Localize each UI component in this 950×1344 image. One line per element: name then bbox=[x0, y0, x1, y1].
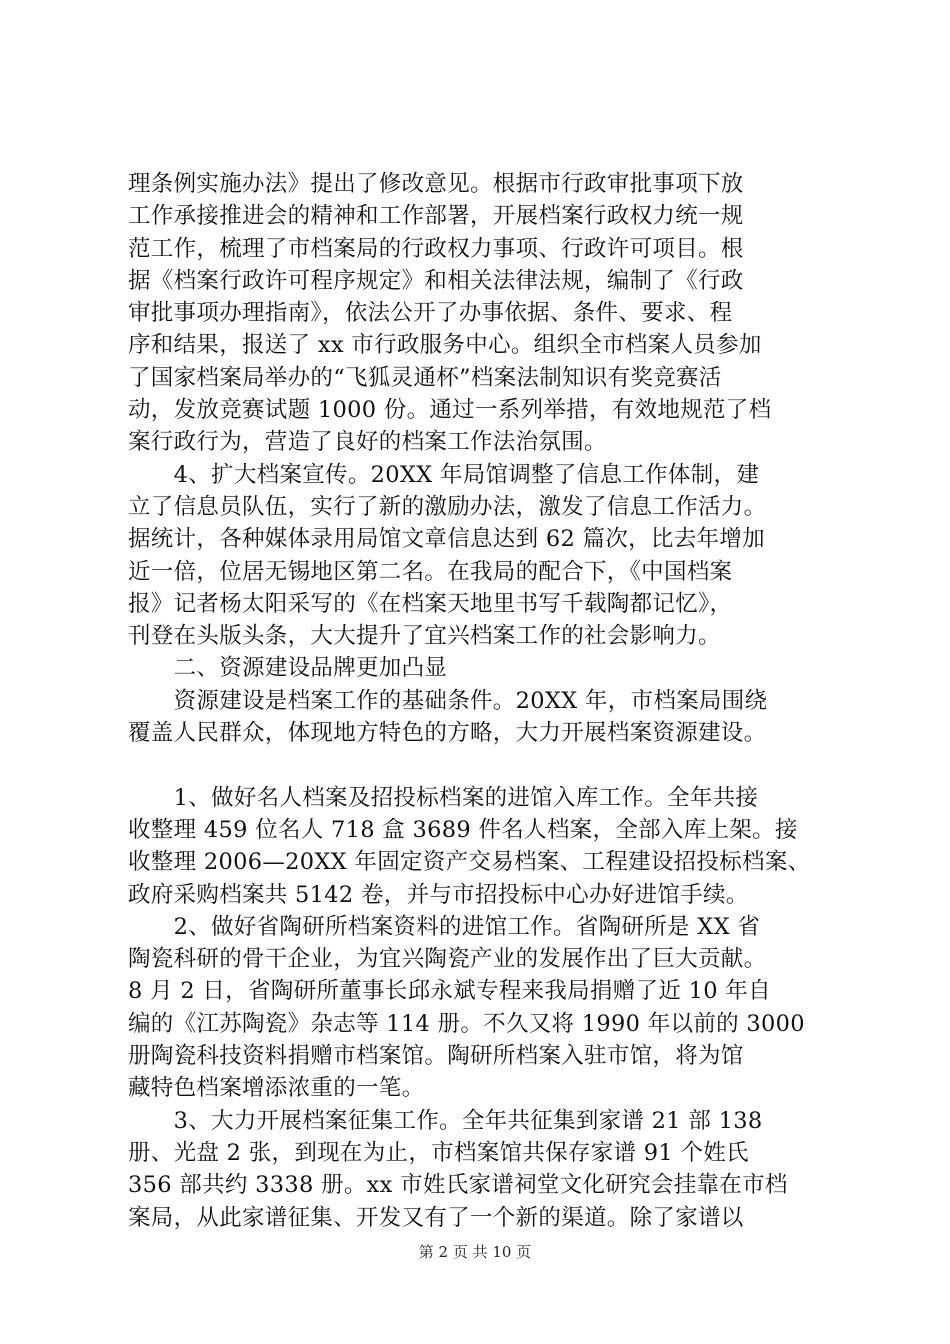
text-line: 了国家档案局举办的“飞狐灵通杯”档案法制知识有奖竞赛活 bbox=[128, 364, 722, 391]
text-line: 2、做好省陶研所档案资料的进馆工作。省陶研所是 XX 省 bbox=[128, 913, 761, 940]
blank-line bbox=[128, 749, 828, 781]
text-line: 近一倍，位居无锡地区第二名。在我局的配合下，《中国档案 bbox=[128, 558, 733, 585]
text-line: 据统计，各种媒体录用局馆文章信息达到 62 篇次，比去年增加 bbox=[128, 526, 765, 553]
text-line: 8 月 2 日，省陶研所董事长邱永斌专程来我局捐赠了近 10 年自 bbox=[128, 978, 771, 1005]
text-line: 审批事项办理指南》，依法公开了办事依据、条件、要求、程 bbox=[128, 300, 733, 327]
text-line: 政府采购档案共 5142 卷，并与市招投标中心办好进馆手续。 bbox=[128, 881, 749, 908]
text-line: 工作承接推进会的精神和工作部署，开展档案行政权力统一规 bbox=[128, 203, 744, 230]
text-line: 藏特色档案增添浓重的一笔。 bbox=[128, 1075, 425, 1102]
text-line: 动，发放竞赛试题 1000 份。通过一系列举措，有效地规范了档 bbox=[128, 397, 772, 424]
text-line: 案局，从此家谱征集、开发又有了一个新的渠道。除了家谱以 bbox=[128, 1204, 744, 1231]
text-line: 陶瓷科研的骨干企业，为宜兴陶瓷产业的发展作出了巨大贡献。 bbox=[128, 946, 767, 973]
text-line: 3、大力开展档案征集工作。全年共征集到家谱 21 部 138 bbox=[128, 1107, 763, 1134]
text-line: 编的《江苏陶瓷》杂志等 114 册。不久又将 1990 年以前的 3000 bbox=[128, 1010, 805, 1037]
text-line: 4、扩大档案宣传。20XX 年局馆调整了信息工作体制，建 bbox=[128, 461, 760, 488]
document-body bbox=[128, 168, 828, 1234]
page-number-footer: 第 2 页 共 10 页 bbox=[418, 1243, 532, 1261]
section-heading: 二、资源建设品牌更加凸显 bbox=[128, 655, 448, 682]
text-line: 序和结果，报送了 xx 市行政服务中心。组织全市档案人员参加 bbox=[128, 332, 762, 359]
text-line: 立了信息员队伍，实行了新的激励办法，激发了信息工作活力。 bbox=[128, 493, 767, 520]
text-line: 案行政行为，营造了良好的档案工作法治氛围。 bbox=[128, 429, 607, 456]
text-line: 1、做好名人档案及招投标档案的进馆入库工作。全年共接 bbox=[128, 784, 759, 811]
text-line: 收整理 459 位名人 718 盒 3689 件名人档案，全部入库上架。接 bbox=[128, 816, 798, 843]
text-line: 范工作，梳理了市档案局的行政权力事项、行政许可项目。根 bbox=[128, 235, 744, 262]
text-line: 资源建设是档案工作的基础条件。20XX 年，市档案局围绕 bbox=[128, 687, 768, 714]
text-line: 册陶瓷科技资料捐赠市档案馆。陶研所档案入驻市馆，将为馆 bbox=[128, 1043, 744, 1070]
text-line: 刊登在头版头条，大大提升了宜兴档案工作的社会影响力。 bbox=[128, 623, 721, 650]
text-line: 理条例实施办法》提出了修改意见。根据市行政审批事项下放 bbox=[128, 171, 744, 197]
text-line: 册、光盘 2 张，到现在为止，市档案馆共保存家谱 91 个姓氏 bbox=[128, 1139, 749, 1166]
text-line: 据《档案行政许可程序规定》和相关法律法规，编制了《行政 bbox=[128, 267, 744, 294]
text-line: 收整理 2006—20XX 年固定资产交易档案、工程建设招投标档案、 bbox=[128, 849, 811, 876]
text-line: 报》记者杨太阳采写的《在档案天地里书写千载陶都记忆》， bbox=[128, 590, 733, 617]
text-line: 356 部共约 3338 册。xx 市姓氏家谱祠堂文化研究会挂靠在市档 bbox=[128, 1172, 788, 1199]
text-line: 覆盖人民群众，体现地方特色的方略，大力开展档案资源建设。 bbox=[128, 720, 767, 747]
